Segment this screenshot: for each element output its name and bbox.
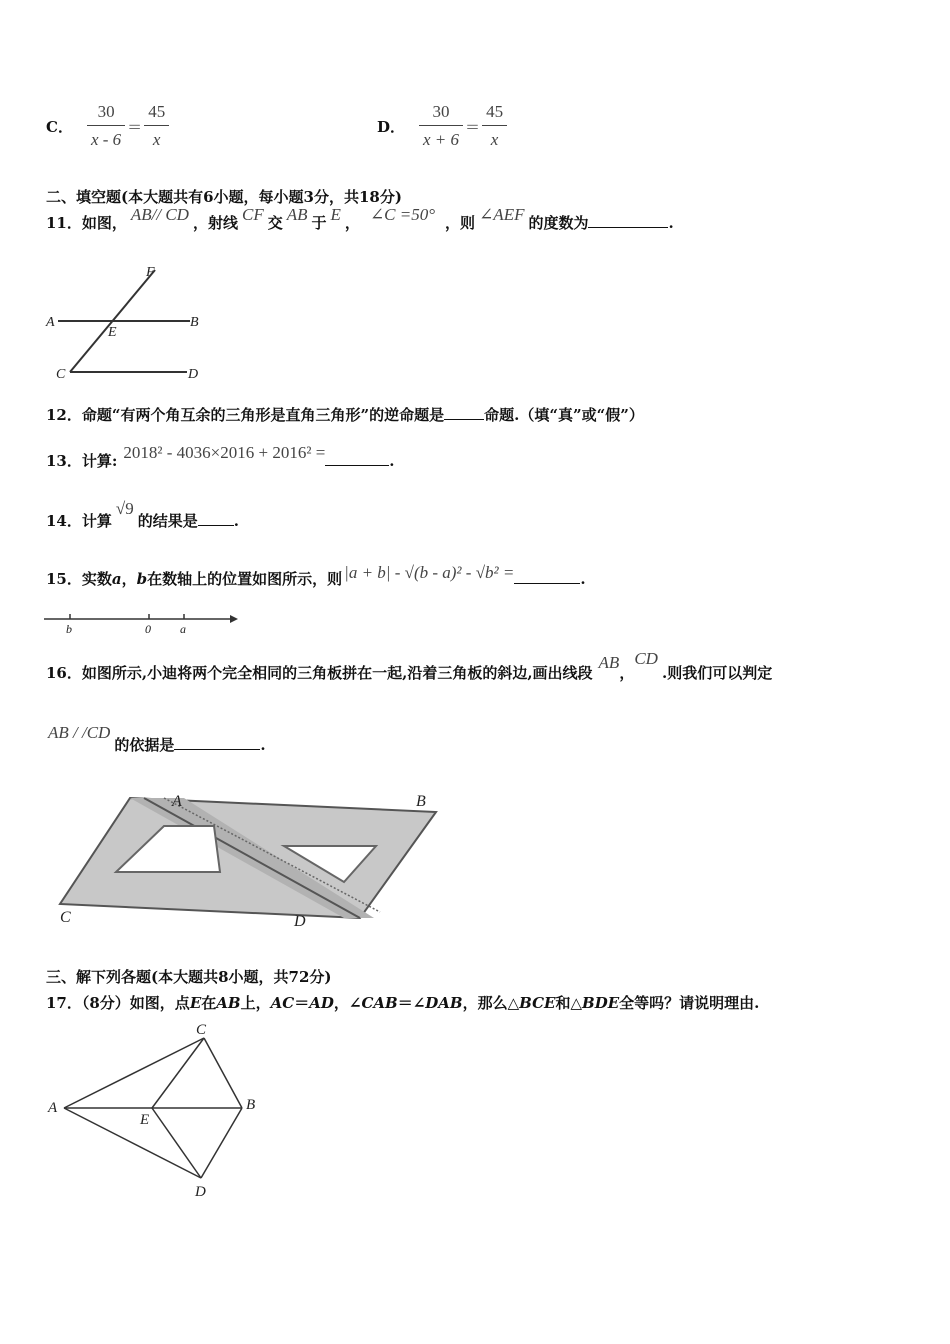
label-a: A [46,315,55,330]
q17-text: 17．（8分）如图，点E在AB上，AC＝AD，∠CAB＝∠DAB，那么△BCE和△BDE全等吗？请说明理由. [46,994,760,1012]
q10-c-fraction2: $\frac{45}{x}$ [144,102,169,150]
label-e: E [140,1112,150,1128]
axis-arrow [230,615,238,623]
q16-answer-blank[interactable] [174,735,260,750]
q13-expression: 2018² - 4036×2016 + 2016² = [123,443,326,462]
q10-d-equals: ＝ [465,117,481,136]
q16-line1: 16．如图所示,小迪将两个完全相同的三角板拼在一起,沿着三角板的斜边,画出线段AB，CD.则我们可以判定 [46,649,773,682]
q10-option-c [46,100,169,152]
label-b: B [190,315,199,330]
figure-q16 [44,782,444,932]
q14-expression: √9 [115,499,134,518]
q11-math-angle-c: ∠C =50° [369,205,436,224]
q14-text: 14．计算√9的结果是 . [46,499,239,530]
q12-text: 12．命题“有两个角互余的三角形是直角三角形”的逆命题是 命题.（填“真”或“假”） [46,406,644,424]
q14-answer-blank[interactable] [198,511,234,526]
label-c: C [196,1022,207,1038]
label-f: F [146,265,155,280]
q15-text: 15．实数a，b在数轴上的位置如图所示，则 |a + b| - √(b - a)² - √b² = . [46,563,586,588]
q10-c-equals: ＝ [127,117,143,136]
q15-answer-blank[interactable] [514,569,580,584]
label-d: D [195,1184,206,1200]
tick-label-b: b [66,622,72,636]
label-e: E [108,325,117,340]
section2-title: 二、填空题(本大题共有6小题，每小题3分，共18分) [46,188,402,206]
q11-math-parallel: AB// CD [130,205,189,224]
figure-q17 [44,1018,274,1204]
segment-db [201,1108,242,1178]
section3-title: 三、解下列各题(本大题共8小题，共72分) [46,968,332,986]
label-b: B [246,1097,256,1113]
q13-text: 13．计算: 2018² - 4036×2016 + 2016² = . [46,443,395,470]
q10-d-fraction1: $\frac{30}{x + 6}$ [419,102,463,150]
label-c: C [60,909,71,926]
q16-line2: AB / /CD的依据是 . [48,723,266,754]
number-line-q15 [42,608,242,638]
q10-c-label: C． [46,117,73,136]
label-d: D [294,913,306,930]
label-c: C [56,367,66,382]
q10-c-fraction1: $\frac{30}{x - 6}$ [87,102,125,150]
q13-answer-blank[interactable] [325,451,389,466]
q11-text: 11．如图， AB// CD ，射线 CF 交 AB 于 E ， ∠C =50° ，则 ∠AEF 的度数为 . [46,205,674,232]
segment-ad [64,1108,201,1178]
tick-label-a: a [180,622,186,636]
label-a: A [48,1100,58,1116]
q10-option-d [377,100,507,152]
label-a: A [172,793,182,810]
label-d: D [188,367,199,382]
segment-ce [152,1038,204,1108]
label-b: B [416,793,426,810]
q10-d-fraction2: $\frac{45}{x}$ [482,102,507,150]
segment-ac [64,1038,204,1108]
segment-de [152,1108,201,1178]
segment-cb [204,1038,242,1108]
q10-d-label: D． [377,117,406,136]
q12-answer-blank[interactable] [444,405,484,420]
q15-expression: |a + b| - √(b - a)² - √b² = [344,563,515,582]
figure-q11 [40,262,220,384]
q16-math-parallel: AB / /CD [48,723,111,742]
tick-label-zero: 0 [145,622,151,636]
q11-answer-blank[interactable] [588,213,668,228]
